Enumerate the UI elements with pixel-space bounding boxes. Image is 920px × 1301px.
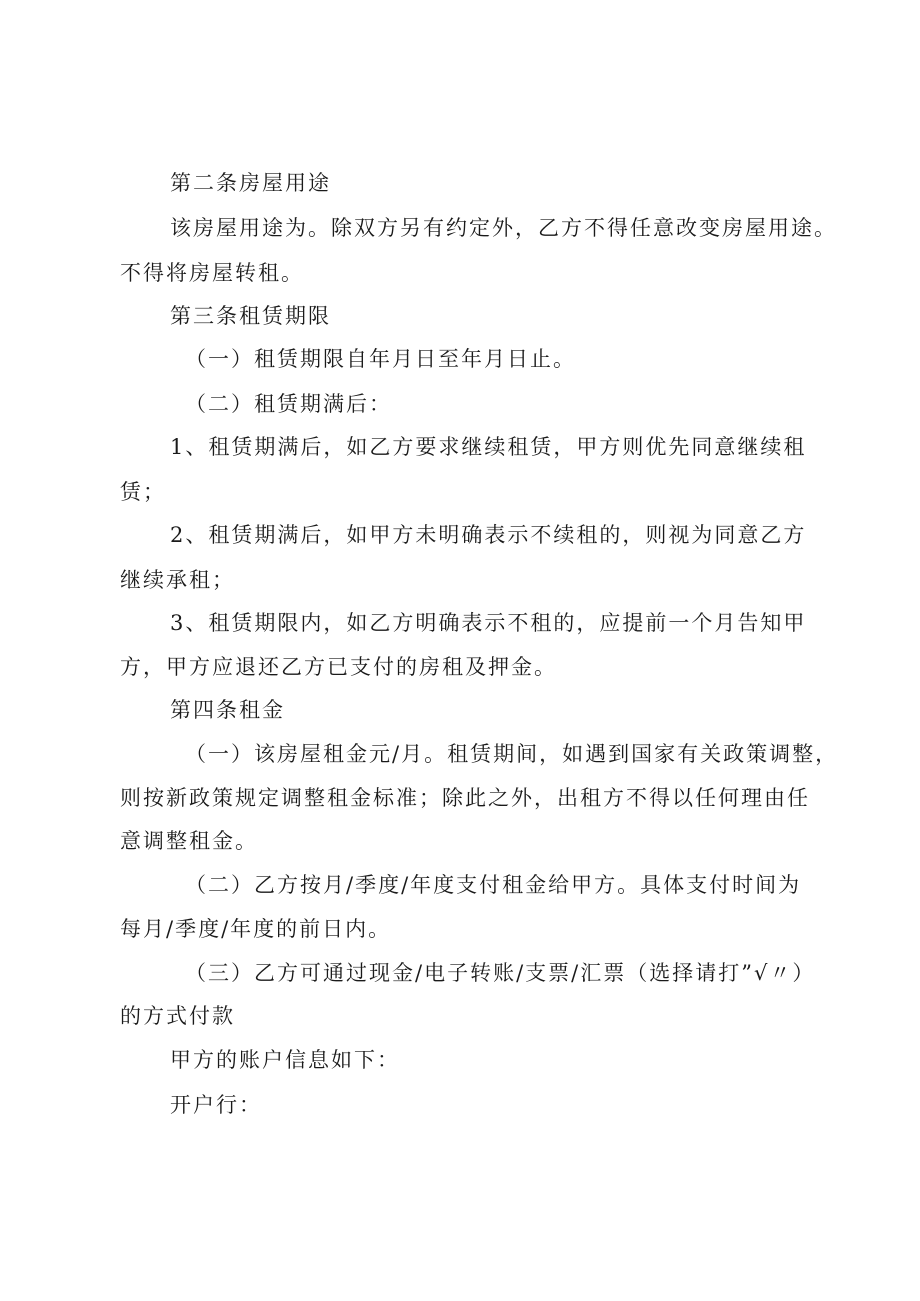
paragraph-line: （一）该房屋租金元/月。租赁期间，如遇到国家有关政策调整， <box>185 742 839 766</box>
section-heading-term: 第三条租赁期限 <box>170 304 331 328</box>
paragraph-line: 3、租赁期限内，如乙方明确表示不租的，应提前一个月告知甲 <box>170 611 807 635</box>
paragraph-line: （三）乙方可通过现金/电子转账/支票/汇票（选择请打”√〃） <box>185 961 816 985</box>
paragraph-line: （二）租赁期满后： <box>185 392 392 416</box>
paragraph-line: 该房屋用途为。除双方另有约定外，乙方不得任意改变房屋用途。 <box>170 216 837 240</box>
paragraph-line: 则按新政策规定调整租金标准；除此之外，出租方不得以任何理由任 <box>120 786 810 810</box>
paragraph-line: 的方式付款 <box>120 1004 235 1028</box>
paragraph-line: 赁； <box>120 480 166 504</box>
paragraph-line: （二）乙方按月/季度/年度支付租金给甲方。具体支付时间为 <box>185 873 802 897</box>
paragraph-line: 继续承租； <box>120 568 235 592</box>
paragraph-line: 意调整租金。 <box>120 829 258 853</box>
paragraph-line: 甲方的账户信息如下： <box>170 1048 400 1072</box>
paragraph-line: 1、租赁期满后，如乙方要求继续租赁，甲方则优先同意继续租 <box>170 435 807 459</box>
section-heading-rent: 第四条租金 <box>170 698 285 722</box>
section-heading-usage: 第二条房屋用途 <box>170 171 331 195</box>
paragraph-line: （一）租赁期限自年月日至年月日止。 <box>185 347 576 371</box>
paragraph-line: 方，甲方应退还乙方已支付的房租及押金。 <box>120 655 557 679</box>
paragraph-line: 2、租赁期满后，如甲方未明确表示不续租的，则视为同意乙方 <box>170 523 807 547</box>
paragraph-line: 每月/季度/年度的前日内。 <box>120 917 392 941</box>
paragraph-line: 开户行： <box>170 1093 262 1117</box>
paragraph-line: 不得将房屋转租。 <box>120 261 304 285</box>
